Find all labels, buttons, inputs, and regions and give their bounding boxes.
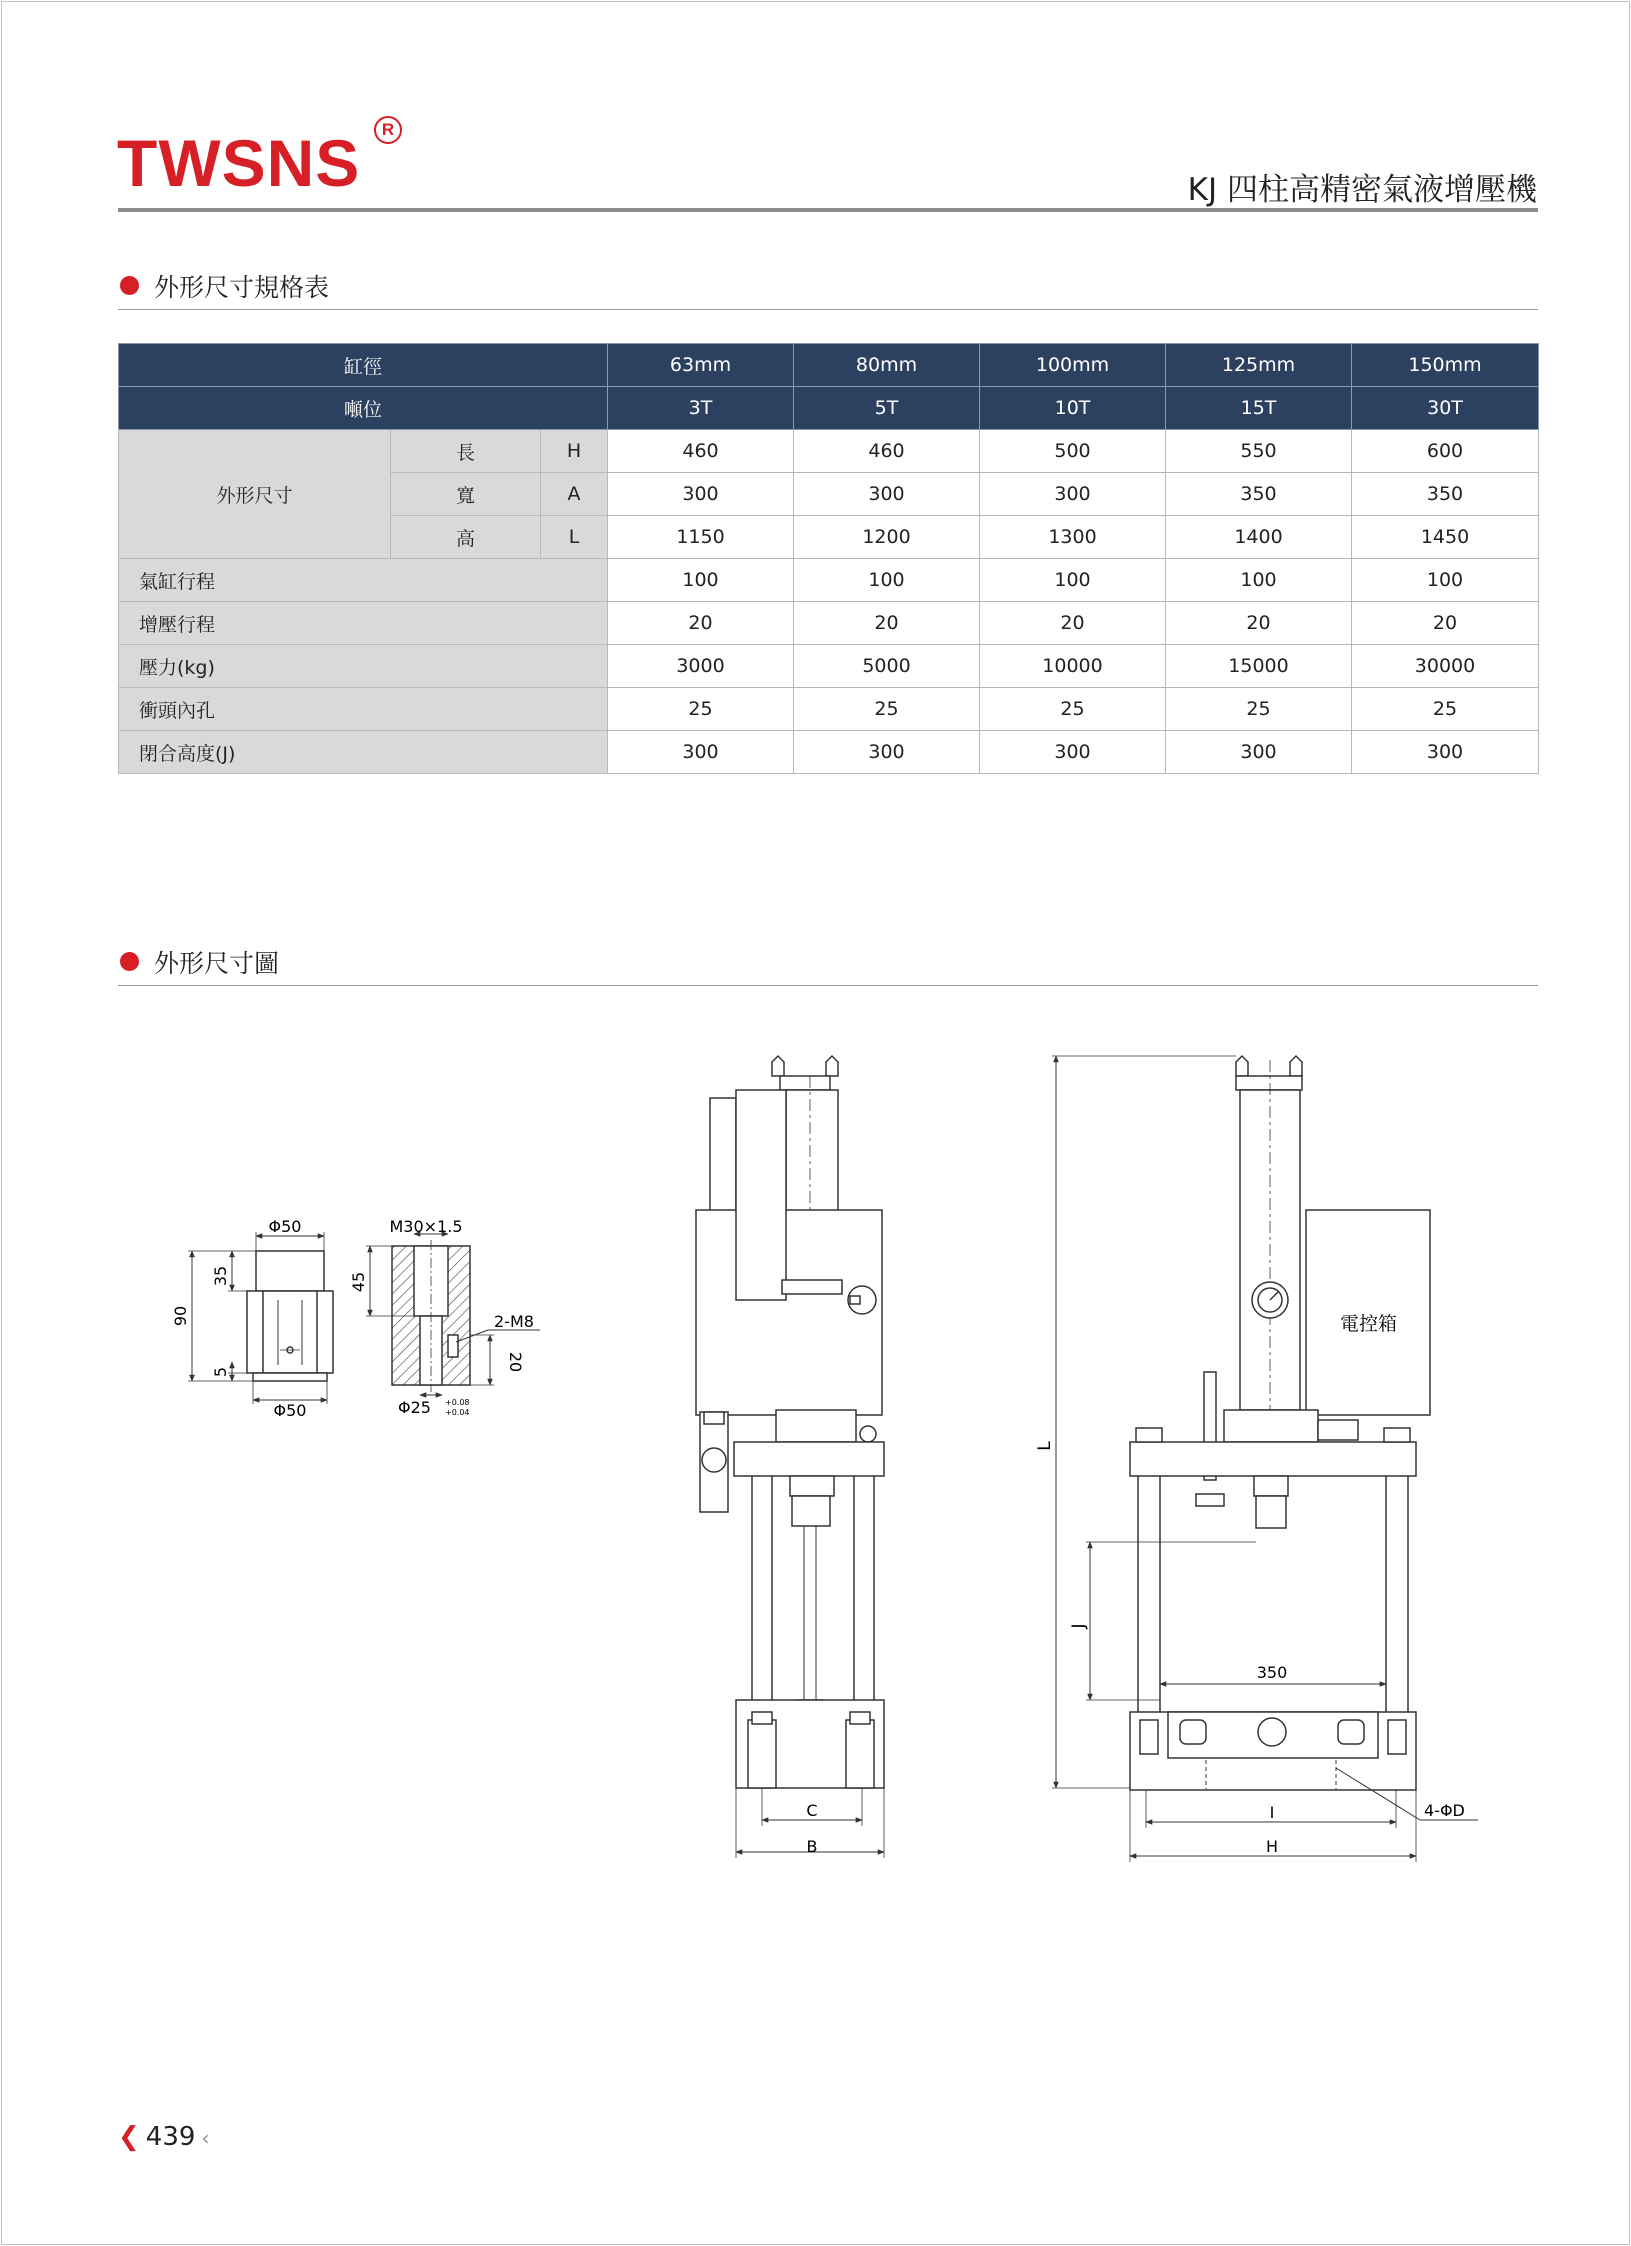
row-label: 增壓行程 [119,602,608,645]
value-cell: 15000 [1166,645,1352,688]
value-cell: 1150 [608,516,794,559]
tonnage-cell: 5T [794,387,980,430]
row-label: 氣缸行程 [119,559,608,602]
dim-code: L [541,516,608,559]
side-view [696,1056,884,1858]
side-dim-b: B [806,1837,818,1856]
brand-logo: TWSNS [117,126,361,200]
front-dim-j: J [1069,1623,1089,1629]
value-cell: 350 [1166,473,1352,516]
front-dim-i: I [1269,1803,1275,1822]
value-cell: 100 [980,559,1166,602]
front-dim-350: 350 [1256,1663,1288,1682]
punch-detail [188,1232,333,1404]
value-cell: 3000 [608,645,794,688]
value-cell: 25 [1166,688,1352,731]
row-label: 衝頭內孔 [119,688,608,731]
registered-mark: R [374,116,402,144]
bore-cell: 150mm [1352,344,1539,387]
dim-name: 寬 [391,473,541,516]
value-cell: 100 [1166,559,1352,602]
value-cell: 600 [1352,430,1539,473]
tonnage-cell: 3T [608,387,794,430]
punch-h-bottom: 5 [211,1366,230,1378]
value-cell: 1450 [1352,516,1539,559]
front-view [1052,1056,1478,1862]
section-bore: Φ25 [398,1398,431,1417]
tonnage-cell: 10T [980,387,1166,430]
outline-label: 外形尺寸 [119,430,391,559]
section-tol-upper: +0.08 [445,1398,470,1407]
value-cell: 25 [794,688,980,731]
punch-bottom-dia: Φ50 [273,1401,307,1420]
value-cell: 550 [1166,430,1352,473]
section-holes: 2-M8 [494,1312,534,1331]
value-cell: 20 [794,602,980,645]
control-box-label: 電控箱 [1340,1313,1398,1335]
dim-code: H [541,430,608,473]
front-holes: 4-ΦD [1424,1801,1465,1820]
row-label: 壓力(kg) [119,645,608,688]
bore-cell: 80mm [794,344,980,387]
punch-top-dia: Φ50 [268,1217,302,1236]
page-right-arrow-icon: ‹ [201,2126,210,2150]
value-cell: 300 [608,731,794,774]
front-dim-l: L [1035,1441,1055,1451]
section-hole-depth: 20 [506,1351,525,1373]
spec-table-title: 外形尺寸規格表 [154,273,330,302]
dim-name: 高 [391,516,541,559]
value-cell: 25 [608,688,794,731]
value-cell: 1300 [980,516,1166,559]
value-cell: 100 [1352,559,1539,602]
value-cell: 500 [980,430,1166,473]
page-number [118,2122,209,2152]
value-cell: 300 [794,473,980,516]
bore-cell: 125mm [1166,344,1352,387]
section-depth: 45 [349,1271,368,1293]
value-cell: 300 [794,731,980,774]
front-dim-h: H [1265,1837,1279,1856]
value-cell: 1200 [794,516,980,559]
section-tol-lower: +0.04 [445,1408,470,1417]
value-cell: 100 [794,559,980,602]
value-cell: 1400 [1166,516,1352,559]
bore-cell: 100mm [980,344,1166,387]
punch-h-top: 35 [211,1265,230,1287]
value-cell: 20 [980,602,1166,645]
dim-name: 長 [391,430,541,473]
side-dim-c: C [806,1801,818,1820]
page-number-value: 439 [145,2122,196,2152]
value-cell: 350 [1352,473,1539,516]
value-cell: 25 [980,688,1166,731]
tonnage-cell: 15T [1166,387,1352,430]
value-cell: 460 [608,430,794,473]
drawing-title: 外形尺寸圖 [154,949,280,978]
tonnage-label: 噸位 [119,387,608,430]
page-left-arrow-icon: ❮ [118,2122,140,2152]
value-cell: 300 [1166,731,1352,774]
value-cell: 300 [1352,731,1539,774]
section-thread: M30×1.5 [389,1217,463,1236]
value-cell: 300 [980,731,1166,774]
value-cell: 300 [608,473,794,516]
value-cell: 30000 [1352,645,1539,688]
row-label: 閉合高度(J) [119,731,608,774]
value-cell: 10000 [980,645,1166,688]
value-cell: 460 [794,430,980,473]
dim-code: A [541,473,608,516]
value-cell: 20 [608,602,794,645]
bore-label: 缸徑 [119,344,608,387]
value-cell: 20 [1352,602,1539,645]
value-cell: 100 [608,559,794,602]
value-cell: 5000 [794,645,980,688]
punch-h-total: 90 [171,1305,190,1327]
bore-cell: 63mm [608,344,794,387]
value-cell: 20 [1166,602,1352,645]
value-cell: 300 [980,473,1166,516]
tonnage-cell: 30T [1352,387,1539,430]
document-title: KJ 四柱高精密氣液增壓機 [1187,172,1537,208]
value-cell: 25 [1352,688,1539,731]
